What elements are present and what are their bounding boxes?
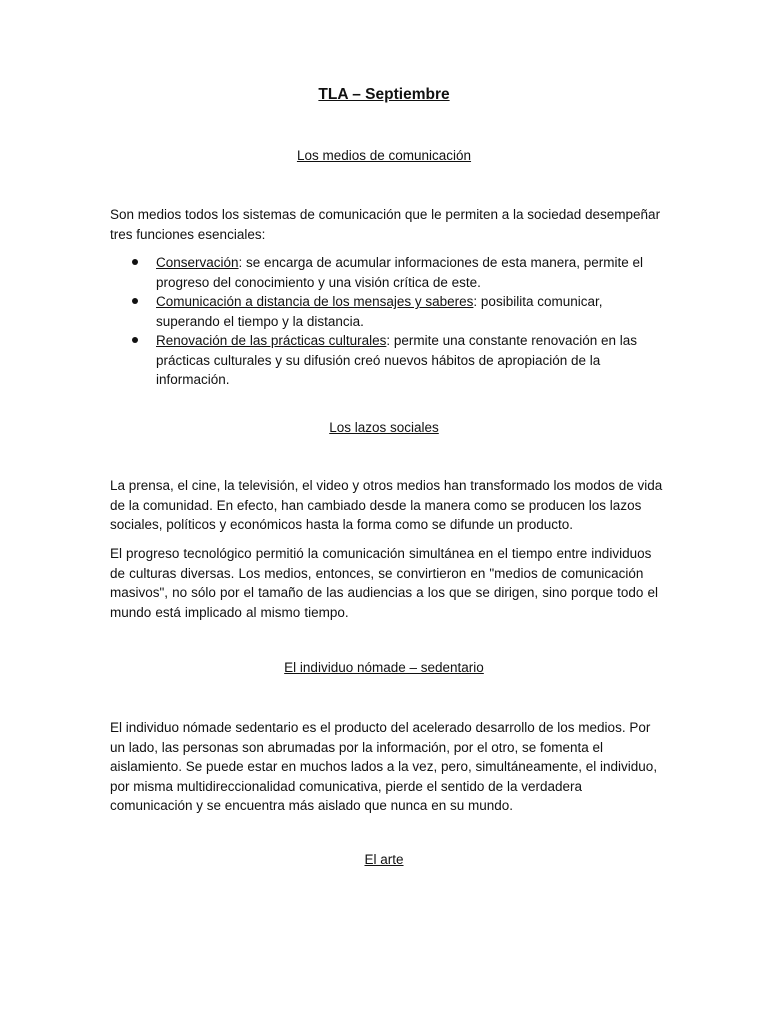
bullet-icon <box>132 337 138 343</box>
bullet-icon <box>132 298 138 304</box>
section-heading-nomade: El individuo nómade – sedentario <box>284 660 484 675</box>
list-item <box>110 292 650 331</box>
bullet-icon <box>132 259 138 265</box>
paragraph-nomade: El individuo nómade sedentario es el producto del acelerado desarrollo de los medios. Por un lado, las personas son abrumadas por la información, por el otro, se fomenta el aislamiento. Se puede estar en muchos lados a la vez, pero, simultáneamente, el individuo, por misma multidireccionalidad comunicativa, pierde el sentido de la verdadera comunicación y se encuentra más aislado que nunca en su mundo. <box>110 720 658 813</box>
section-heading-arte: El arte <box>364 852 404 867</box>
functions-list <box>110 253 650 390</box>
list-item-text: : posibilita comunicar, superando el tiempo y la distancia. <box>156 294 603 329</box>
list-item-text: : se encarga de acumular informaciones de esta manera, permite el progreso del conocimiento y una visión crítica de este. <box>156 255 644 290</box>
paragraph-lazos-2: El progreso tecnológico permitió la comunicación simultánea en el tiempo entre individuos de culturas diversas. Los medios, entonces, se convirtieron en "medios de comunicación masivos", no sólo por el tamaño de las audiencias a los que se dirigen, sino porque todo el mundo está implicado al mismo tiempo. <box>110 546 658 620</box>
list-item-term: Renovación de las prácticas culturales <box>156 333 387 348</box>
section-heading-lazos: Los lazos sociales <box>329 420 439 435</box>
section-heading-medios: Los medios de comunicación <box>296 148 472 163</box>
list-item-term: Conservación <box>156 255 239 270</box>
list-item-term: Comunicación a distancia de los mensajes y saberes <box>156 294 474 309</box>
document-title: TLA – Septiembre <box>318 86 450 103</box>
list-item <box>110 331 650 390</box>
paragraph-medios-intro: Son medios todos los sistemas de comunicación que le permiten a la sociedad desempeñar tres funciones esenciales: <box>110 207 661 242</box>
paragraph-lazos-1: La prensa, el cine, la televisión, el video y otros medios han transformado los modos de vida de la comunidad. En efecto, han cambiado desde la manera como se producen los lazos sociales, políticos y económicos hasta la forma como se difunde un producto. <box>110 478 663 532</box>
list-item <box>110 253 650 292</box>
list-item-text: : permite una constante renovación en las prácticas culturales y su difusión creó nuevos hábitos de apropiación de la información. <box>156 333 638 387</box>
